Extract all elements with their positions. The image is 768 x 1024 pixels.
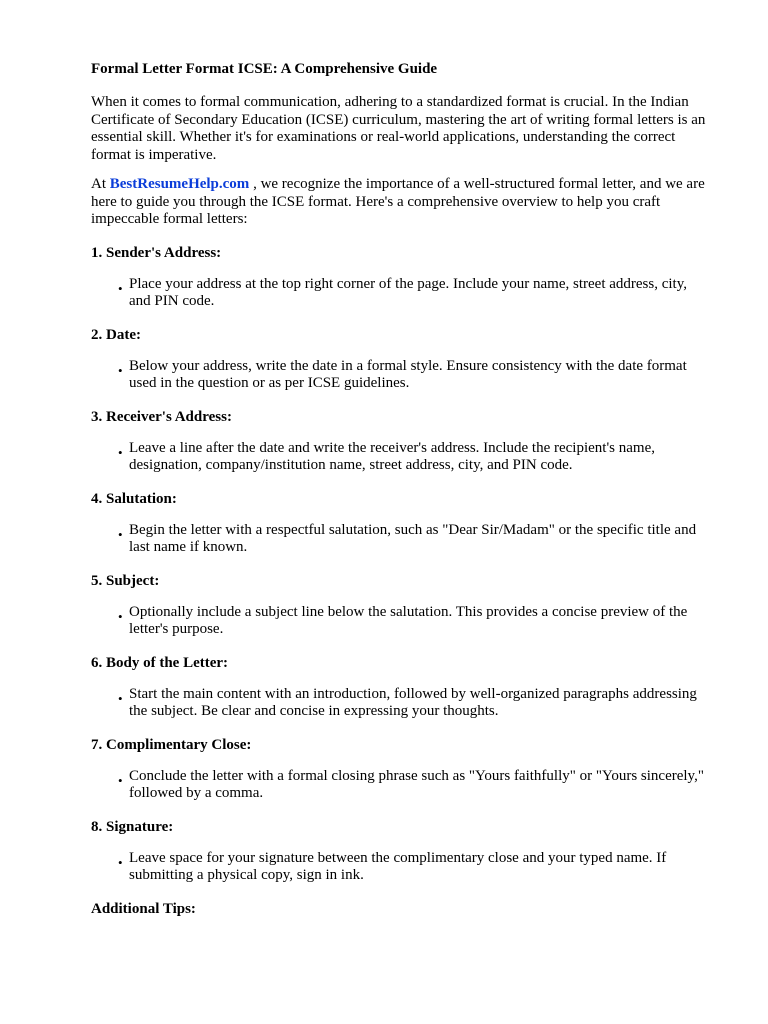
list-item	[91, 358, 712, 393]
bullet-list	[91, 358, 712, 393]
section-heading: 7. Complimentary Close:	[91, 736, 252, 753]
bullet-list	[91, 850, 712, 885]
section-heading: 2. Date:	[91, 326, 141, 343]
website-paragraph	[91, 176, 712, 229]
bullet-icon: •	[118, 444, 123, 460]
bullet-text: Leave space for your signature between the complimentary close and your typed name. If submitting a physical copy, sign in ink.	[129, 849, 667, 883]
bullet-icon: •	[118, 526, 123, 542]
list-item	[91, 276, 712, 311]
list-item	[91, 850, 712, 885]
list-item	[91, 440, 712, 475]
bullet-text: Leave a line after the date and write the receiver's address. Include the recipient's name, designation, company/institution name, street address, city, and PIN code.	[129, 439, 655, 473]
list-item	[91, 768, 712, 803]
bullet-list	[91, 522, 712, 557]
list-item	[91, 604, 712, 639]
bullet-text: Start the main content with an introduction, followed by well-organized paragraphs addressing the subject. Be clear and concise in expressing your thoughts.	[129, 685, 697, 719]
list-item	[91, 686, 712, 721]
section-heading: 3. Receiver's Address:	[91, 408, 232, 425]
section-receivers-address	[91, 408, 712, 475]
list-item	[91, 522, 712, 557]
section-date	[91, 326, 712, 393]
section-signature	[91, 818, 712, 885]
bullet-text: Begin the letter with a respectful salutation, such as "Dear Sir/Madam" or the specific title and last name if known.	[129, 521, 697, 555]
sections-container	[91, 244, 712, 918]
section-heading: 4. Salutation:	[91, 490, 177, 507]
section-heading: 8. Signature:	[91, 818, 174, 835]
section-subject	[91, 572, 712, 639]
bullet-text: Place your address at the top right corner of the page. Include your name, street address, city, and PIN code.	[129, 275, 687, 309]
bestresumehelp-link[interactable]: BestResumeHelp.com	[109, 176, 250, 192]
bullet-icon: •	[118, 362, 123, 378]
section-body-of-letter	[91, 654, 712, 721]
bullet-icon: •	[118, 854, 123, 870]
bullet-text: Below your address, write the date in a formal style. Ensure consistency with the date format used in the question or as per ICSE guidelines.	[129, 357, 687, 391]
bullet-icon: •	[118, 690, 123, 706]
bullet-list	[91, 604, 712, 639]
section-senders-address	[91, 244, 712, 311]
section-heading: 1. Sender's Address:	[91, 244, 222, 261]
section-heading: 5. Subject:	[91, 572, 160, 589]
document-title: Formal Letter Format ICSE: A Comprehensive Guide	[91, 61, 438, 77]
bullet-list	[91, 440, 712, 475]
bullet-icon: •	[118, 772, 123, 788]
bullet-icon: •	[118, 608, 123, 624]
bullet-icon: •	[118, 280, 123, 296]
bullet-text: Conclude the letter with a formal closing phrase such as "Yours faithfully" or "Yours sincerely," followed by a comma.	[129, 767, 704, 801]
bullet-list	[91, 276, 712, 311]
bullet-list	[91, 768, 712, 803]
intro-paragraph: When it comes to formal communication, adhering to a standardized format is crucial. In the Indian Certificate of Secondary Education (ICSE) curriculum, mastering the art of writing formal letters is an essential skill. Whether it's for examinations or real-world applications, understanding the correct format is imperative.	[91, 94, 706, 163]
section-heading: 6. Body of the Letter:	[91, 654, 229, 671]
website-paragraph-suffix: , we recognize the importance of a well-structured formal letter, and we are here to guide you through the ICSE format. Here's a comprehensive overview to help you craft impeccable formal letters:	[91, 176, 705, 227]
section-complimentary-close	[91, 736, 712, 803]
website-paragraph-prefix: At	[91, 176, 110, 192]
bullet-text: Optionally include a subject line below the salutation. This provides a concise preview of the letter's purpose.	[129, 603, 688, 637]
section-salutation	[91, 490, 712, 557]
bullet-list	[91, 686, 712, 721]
additional-tips-heading: Additional Tips:	[91, 900, 196, 917]
